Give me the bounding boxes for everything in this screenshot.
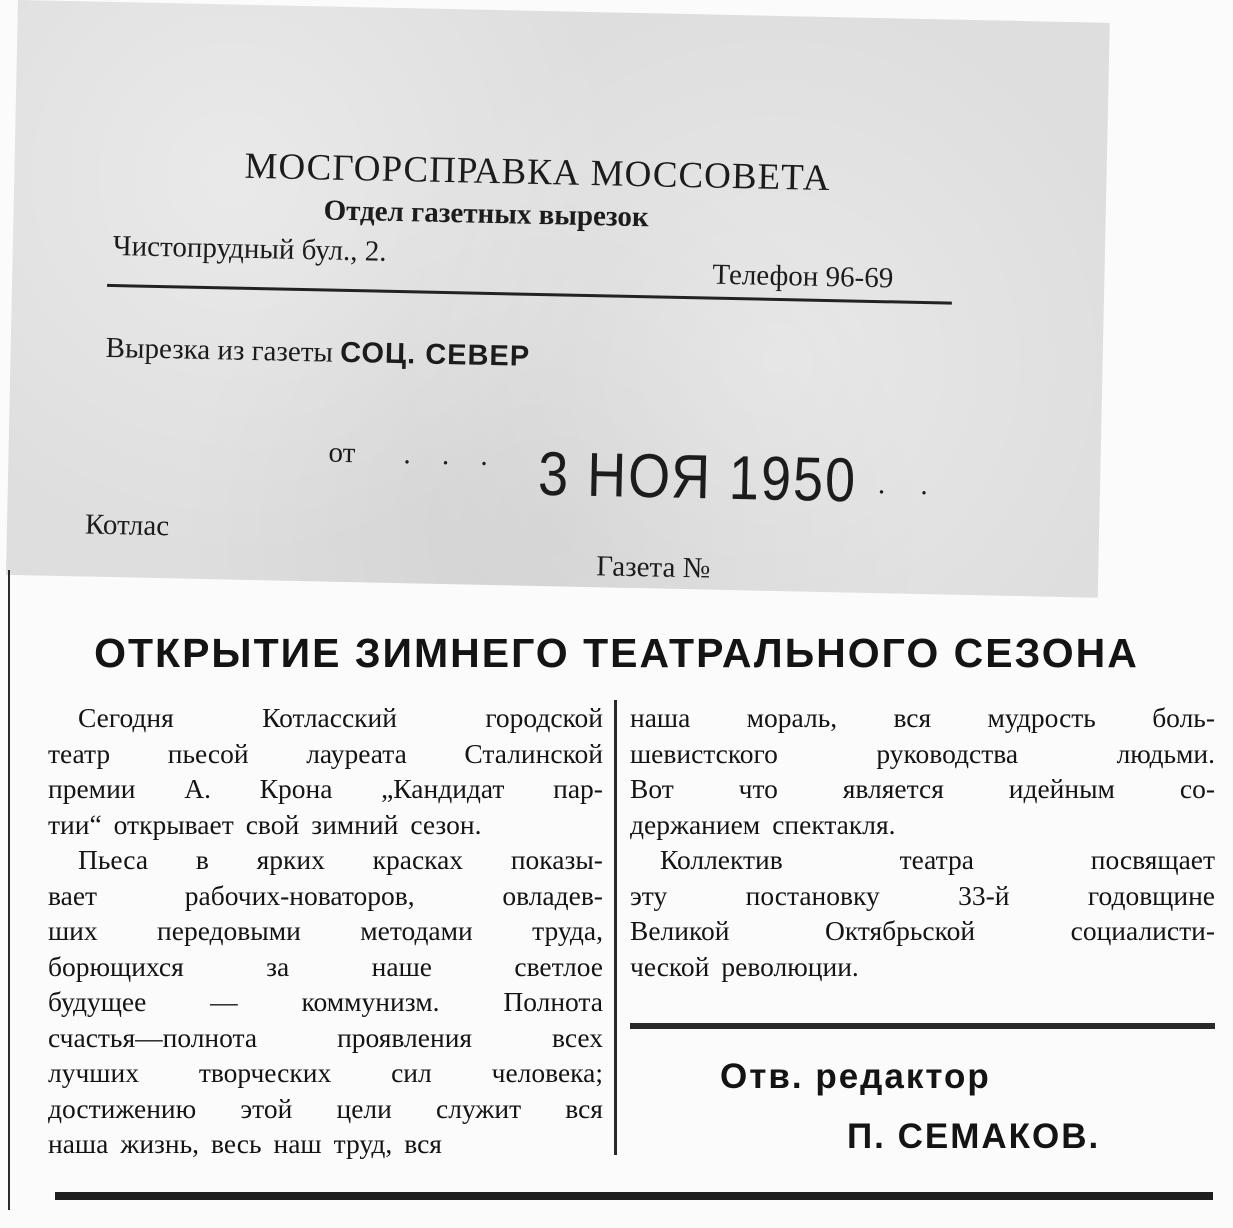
issue-label: Газета №: [595, 550, 711, 585]
department-name: Отдел газетных вырезок: [323, 194, 649, 234]
article-line: шевистского руководства людьми.: [630, 737, 1215, 769]
column-divider: [614, 700, 617, 1155]
article-line: наша мораль, вся мудрость боль-: [630, 702, 1215, 733]
article-line: Великой Октябрьской социалисти-: [630, 915, 1215, 946]
article-line: Пьеса в ярких красках показы-: [78, 844, 603, 875]
city-name: Котлас: [84, 508, 170, 543]
article-line: Вот что является идейным со-: [630, 773, 1215, 804]
article-left-column: [48, 700, 603, 1162]
editor-name: П. СЕМАКОВ.: [847, 1117, 1101, 1156]
phone-number: Телефон 96-69: [712, 258, 894, 295]
article-line: будущее — коммунизм. Полнота: [48, 986, 603, 1017]
article-line: тии“ открывает свой зимний сезон.: [48, 808, 482, 840]
article-line: борющихся за наше светлое: [48, 950, 603, 982]
address: Чистопрудный бул., 2.: [112, 230, 387, 268]
article-line: эту постановку 33-й годовщине: [630, 879, 1215, 911]
article-line: лучших творческих сил человека;: [48, 1057, 603, 1088]
article-right-column: [630, 700, 1215, 984]
editor-title: Отв. редактор: [720, 1057, 991, 1096]
article-line: держанием спектакля.: [630, 808, 896, 840]
dotted-fill: . . .: [403, 438, 501, 473]
article-line: ческой революции.: [630, 950, 859, 982]
date-stamp: 3 НОЯ 1950: [537, 439, 858, 516]
newspaper-name: СОЦ. СЕВЕР: [339, 336, 531, 373]
article-line: театр пьесой лауреата Сталинской: [48, 737, 603, 769]
article-line: Коллектив театра посвящает: [660, 844, 1215, 875]
signature-rule: [630, 1023, 1215, 1029]
date-label: от: [328, 436, 356, 470]
article-line: ших передовыми методами труда,: [48, 915, 603, 946]
article-line: Сегодня Котласский городской: [78, 702, 603, 733]
clipping-label: Вырезка из газеты: [105, 331, 334, 369]
bottom-rule: [55, 1192, 1213, 1200]
article-line: наша жизнь, весь наш труд, вся: [48, 1128, 442, 1159]
article-line: достижению этой цели служит вся: [48, 1092, 603, 1124]
clipping-form: [6, 0, 1110, 598]
organization-name: МОСГОРСПРАВКА МОССОВЕТА: [244, 145, 832, 200]
article-headline: ОТКРЫТИЕ ЗИМНЕГО ТЕАТРАЛЬНОГО СЕЗОНА: [94, 630, 1139, 676]
clipping-source: [105, 332, 530, 374]
dotted-fill-end: . .: [877, 468, 943, 502]
article-line: премии А. Крона „Кандидат пар-: [48, 773, 603, 804]
article-line: счастья—полнота проявления всех: [48, 1021, 603, 1053]
article-line: вает рабочих-новаторов, овладев-: [48, 879, 603, 911]
